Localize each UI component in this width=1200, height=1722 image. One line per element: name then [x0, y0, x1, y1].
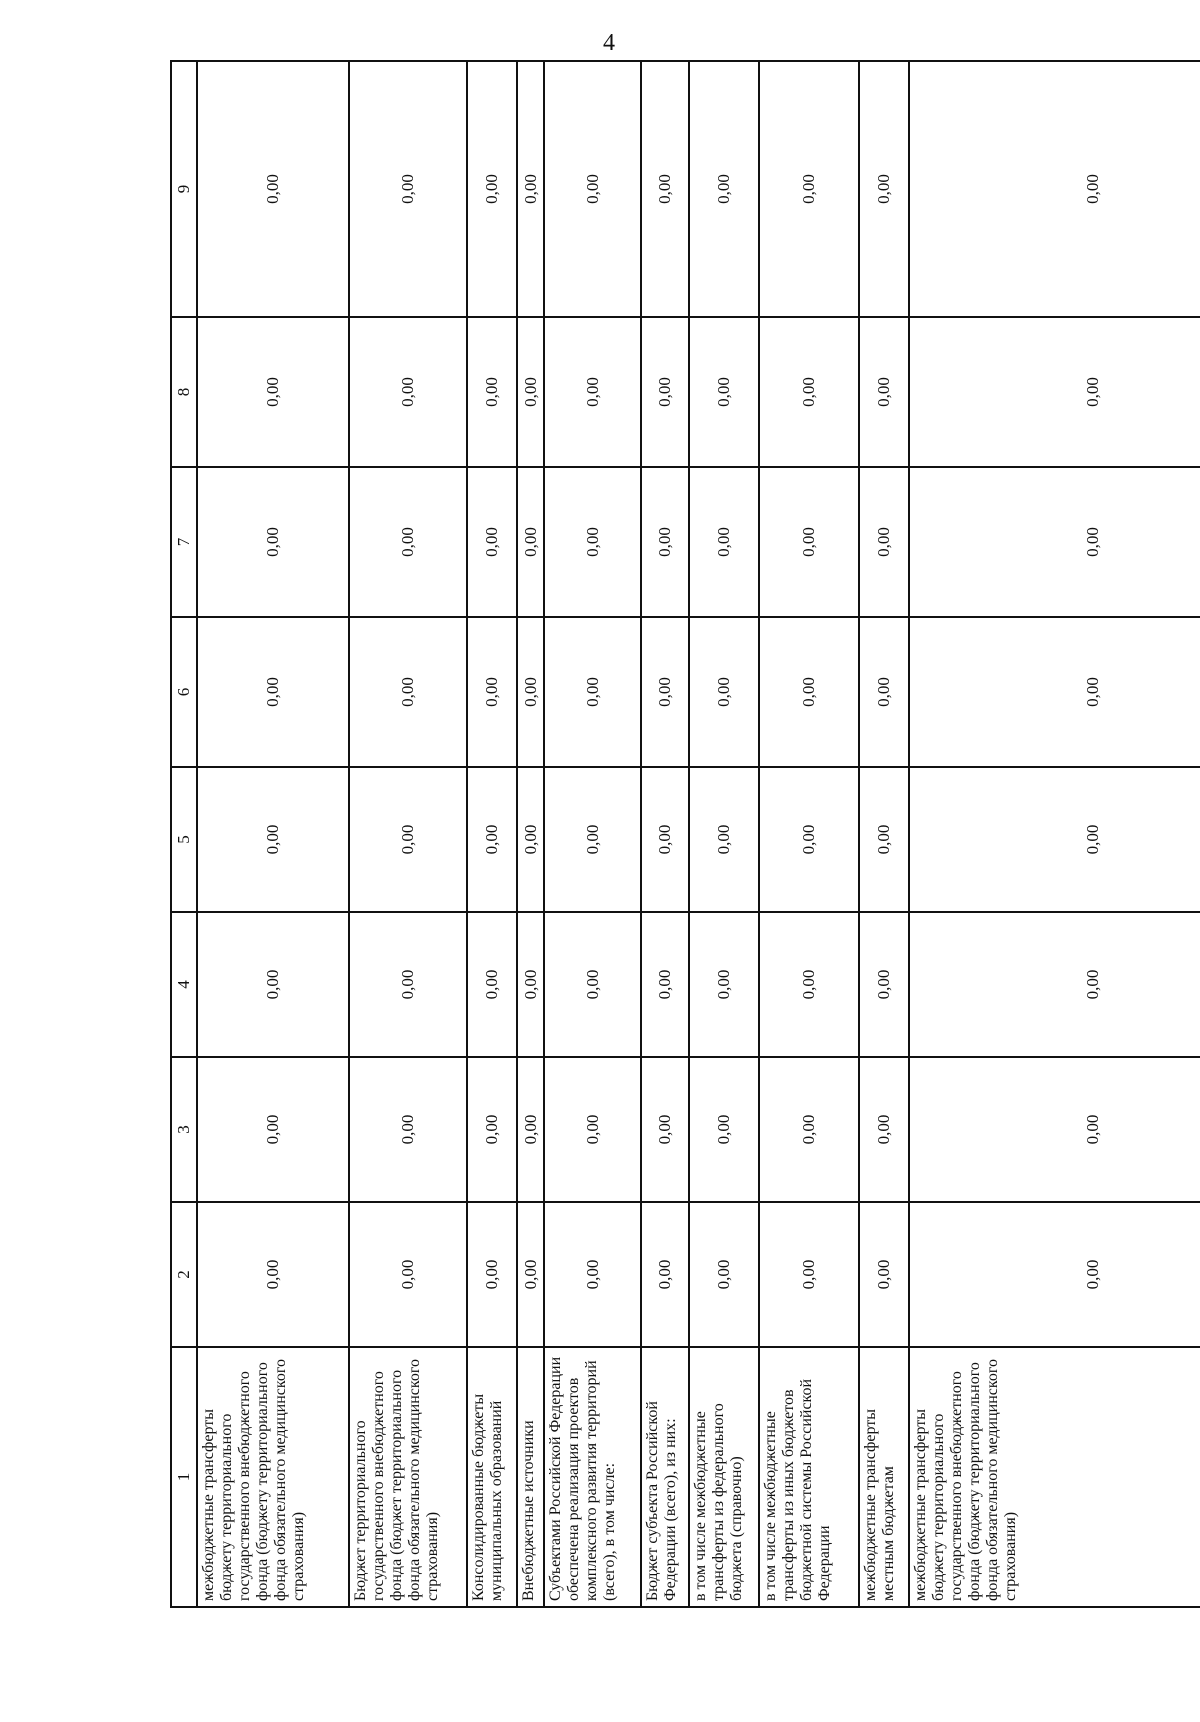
value-cell: 0,00	[641, 1202, 689, 1347]
value-cell: 0,00	[689, 767, 759, 912]
value-cell: 0,00	[349, 317, 467, 467]
table-row	[909, 61, 1200, 1607]
value-cell: 0,00	[689, 1202, 759, 1347]
header-cell: 7	[171, 467, 197, 617]
table-row	[544, 61, 641, 1607]
header-cell: 3	[171, 1057, 197, 1202]
value-cell: 0,00	[517, 1202, 544, 1347]
value-cell: 0,00	[759, 317, 859, 467]
value-cell: 0,00	[467, 912, 517, 1057]
value-cell: 0,00	[544, 1202, 641, 1347]
value-cell: 0,00	[909, 767, 1200, 912]
table-row	[859, 61, 909, 1607]
value-cell: 0,00	[641, 617, 689, 767]
value-cell: 0,00	[544, 1057, 641, 1202]
value-cell: 0,00	[909, 61, 1200, 317]
value-cell: 0,00	[759, 767, 859, 912]
value-cell: 0,00	[859, 912, 909, 1057]
table-row	[349, 61, 467, 1607]
table-row	[641, 61, 689, 1607]
value-cell: 0,00	[641, 317, 689, 467]
value-cell: 0,00	[909, 1202, 1200, 1347]
value-cell: 0,00	[517, 767, 544, 912]
value-cell: 0,00	[641, 767, 689, 912]
value-cell: 0,00	[349, 617, 467, 767]
value-cell: 0,00	[859, 617, 909, 767]
value-cell: 0,00	[759, 617, 859, 767]
table-row	[517, 61, 544, 1607]
value-cell: 0,00	[689, 467, 759, 617]
value-cell: 0,00	[349, 467, 467, 617]
value-cell: 0,00	[197, 1202, 349, 1347]
header-cell: 9	[171, 61, 197, 317]
row-label: Субъектами Российской Федерации обеспечена реализация проектов комплексного развития территорий (всего), в том числе:	[544, 1347, 641, 1607]
row-label: Консолидированные бюджеты муниципальных образований	[467, 1347, 517, 1607]
row-label: в том числе межбюджетные трансферты из федерального бюджета (справочно)	[689, 1347, 759, 1607]
value-cell: 0,00	[759, 1057, 859, 1202]
row-label: межбюджетные трансферты бюджету территориального государственного внебюджетного фонда (бюджету территориального фонда обязательного медицинского страхования)	[909, 1347, 1200, 1607]
value-cell: 0,00	[544, 912, 641, 1057]
value-cell: 0,00	[544, 617, 641, 767]
value-cell: 0,00	[517, 617, 544, 767]
row-label: Внебюджетные источники	[517, 1347, 544, 1607]
value-cell: 0,00	[544, 61, 641, 317]
value-cell: 0,00	[909, 617, 1200, 767]
table-row	[759, 61, 859, 1607]
table-row	[467, 61, 517, 1607]
header-row	[171, 61, 197, 1607]
value-cell: 0,00	[689, 317, 759, 467]
value-cell: 0,00	[467, 467, 517, 617]
value-cell: 0,00	[197, 317, 349, 467]
header-cell: 2	[171, 1202, 197, 1347]
value-cell: 0,00	[689, 912, 759, 1057]
value-cell: 0,00	[197, 912, 349, 1057]
value-cell: 0,00	[641, 61, 689, 317]
page-number: 4	[603, 30, 615, 56]
value-cell: 0,00	[544, 467, 641, 617]
value-cell: 0,00	[641, 1057, 689, 1202]
row-label: Бюджет субъекта Российской Федерации (всего), из них:	[641, 1347, 689, 1607]
budget-table	[170, 60, 1200, 1608]
value-cell: 0,00	[467, 617, 517, 767]
value-cell: 0,00	[544, 317, 641, 467]
header-cell: 1	[171, 1347, 197, 1607]
value-cell: 0,00	[909, 467, 1200, 617]
value-cell: 0,00	[689, 61, 759, 317]
value-cell: 0,00	[467, 1057, 517, 1202]
row-label: Бюджет территориального государственного внебюджетного фонда (бюджет территориального фонда обязательного медицинского страхования)	[349, 1347, 467, 1607]
value-cell: 0,00	[517, 1057, 544, 1202]
value-cell: 0,00	[689, 617, 759, 767]
value-cell: 0,00	[859, 467, 909, 617]
row-label: межбюджетные трансферты местным бюджетам	[859, 1347, 909, 1607]
value-cell: 0,00	[909, 317, 1200, 467]
value-cell: 0,00	[759, 467, 859, 617]
value-cell: 0,00	[349, 1057, 467, 1202]
value-cell: 0,00	[467, 1202, 517, 1347]
value-cell: 0,00	[197, 1057, 349, 1202]
value-cell: 0,00	[759, 912, 859, 1057]
value-cell: 0,00	[517, 912, 544, 1057]
value-cell: 0,00	[544, 767, 641, 912]
value-cell: 0,00	[859, 1057, 909, 1202]
value-cell: 0,00	[759, 1202, 859, 1347]
table-row	[197, 61, 349, 1607]
row-label: в том числе межбюджетные трансферты из иных бюджетов бюджетной системы Российской Федерации	[759, 1347, 859, 1607]
header-cell: 8	[171, 317, 197, 467]
header-cell: 5	[171, 767, 197, 912]
value-cell: 0,00	[197, 61, 349, 317]
header-cell: 6	[171, 617, 197, 767]
value-cell: 0,00	[197, 617, 349, 767]
value-cell: 0,00	[197, 767, 349, 912]
value-cell: 0,00	[349, 1202, 467, 1347]
value-cell: 0,00	[349, 912, 467, 1057]
row-label: межбюджетные трансферты бюджету территориального государственного внебюджетного фонда (бюджету территориального фонда обязательного медицинского страхования)	[197, 1347, 349, 1607]
value-cell: 0,00	[517, 467, 544, 617]
value-cell: 0,00	[197, 467, 349, 617]
value-cell: 0,00	[759, 61, 859, 317]
value-cell: 0,00	[517, 61, 544, 317]
value-cell: 0,00	[909, 912, 1200, 1057]
table-row	[689, 61, 759, 1607]
rotated-table-wrapper	[170, 62, 1200, 1608]
value-cell: 0,00	[909, 1057, 1200, 1202]
header-cell: 4	[171, 912, 197, 1057]
value-cell: 0,00	[467, 767, 517, 912]
value-cell: 0,00	[859, 61, 909, 317]
value-cell: 0,00	[641, 912, 689, 1057]
value-cell: 0,00	[859, 317, 909, 467]
value-cell: 0,00	[349, 61, 467, 317]
value-cell: 0,00	[517, 317, 544, 467]
value-cell: 0,00	[689, 1057, 759, 1202]
value-cell: 0,00	[859, 767, 909, 912]
value-cell: 0,00	[467, 317, 517, 467]
value-cell: 0,00	[859, 1202, 909, 1347]
value-cell: 0,00	[467, 61, 517, 317]
value-cell: 0,00	[641, 467, 689, 617]
value-cell: 0,00	[349, 767, 467, 912]
